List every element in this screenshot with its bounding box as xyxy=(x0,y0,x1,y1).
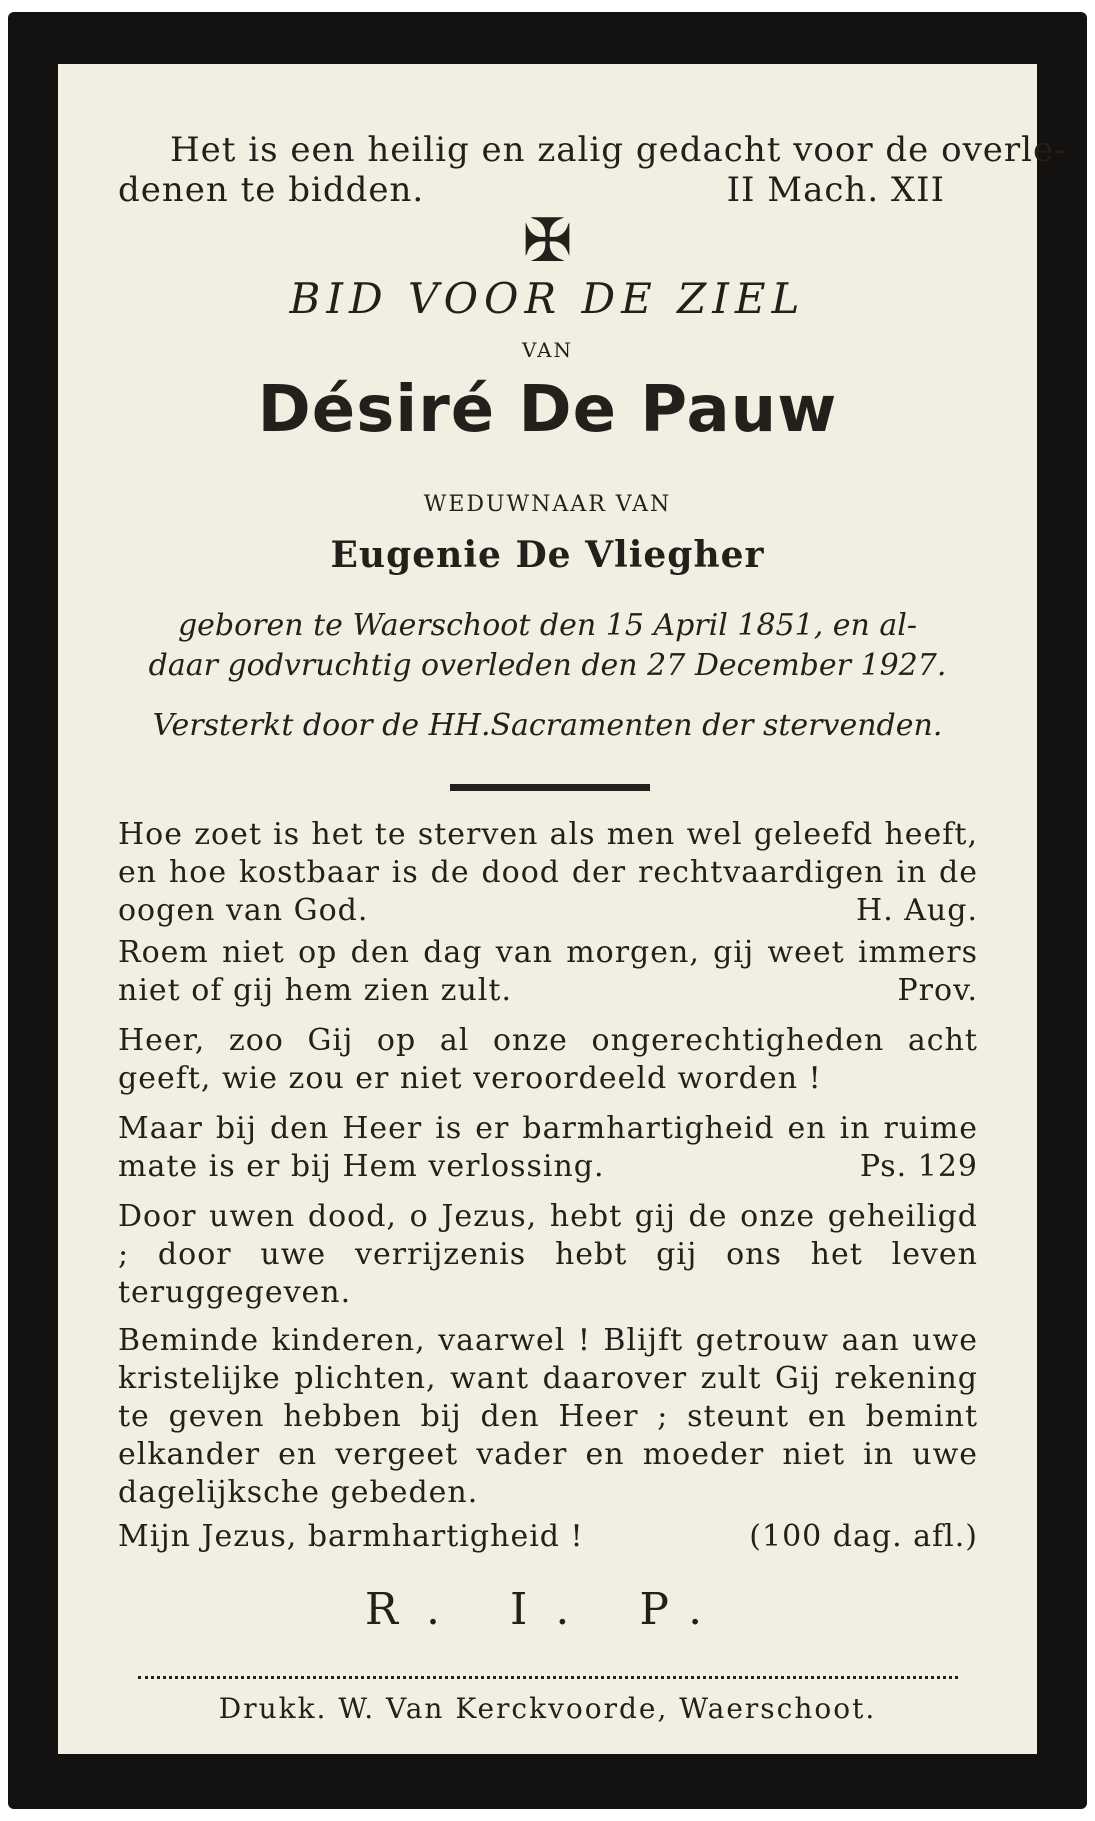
birth-death-line-1: geboren te Waerschoot den 15 April 1851, en al- xyxy=(177,608,918,643)
verse-ref: H. Aug. xyxy=(856,893,978,928)
spouse-name: Eugenie De Vliegher xyxy=(330,534,765,576)
verse-ref: Ps. 129 xyxy=(859,1149,978,1184)
verse-5 xyxy=(118,1198,978,1312)
verse-text: Beminde kinderen, vaarwel ! Blijft getrouw aan uwe kristelijke plichten, want daarover zult Gij rekening te geven hebben bij den Heer ; steunt en bemint elkander en vergeet vader en moeder niet in uwe dagelijksche gebeden. xyxy=(118,1323,978,1510)
card-paper xyxy=(58,64,1067,1754)
birth-death-line-2: daar godvruchtig overleden den 27 December 1927. xyxy=(148,648,947,683)
divider-rule xyxy=(450,784,650,791)
verse-text: Roem niet op den dag van morgen, gij weet immers niet of gij hem zien zult. xyxy=(118,935,978,1008)
epigraph-line-1: Het is een heilig en zalig gedacht voor de overle- xyxy=(170,130,1067,170)
verse-text: Maar bij den Heer is er barmhartigheid en in ruime mate is er bij Hem verlossing. xyxy=(118,1111,978,1184)
verse-text: Mijn Jezus, barmhartigheid ! xyxy=(118,1519,584,1554)
verse-text: Hoe zoet is het te sterven als men wel geleefd heeft, en hoe kostbaar is de dood der rechtvaardigen in de oogen van God. xyxy=(118,817,978,928)
verse-ref: (100 dag. afl.) xyxy=(749,1519,978,1554)
verse-4 xyxy=(118,1110,978,1186)
epigraph-line-2: denen te bidden. xyxy=(118,170,425,210)
rip-text: R. I. P. xyxy=(364,1584,731,1635)
cross-icon: ✠ xyxy=(522,206,573,276)
memorial-card xyxy=(8,12,1087,1809)
deceased-name: Désiré De Pauw xyxy=(257,373,838,447)
printer-credit: Drukk. W. Van Kerckvoorde, Waerschoot. xyxy=(218,1692,877,1725)
verse-7 xyxy=(118,1518,978,1556)
verse-6 xyxy=(118,1322,978,1512)
verse-3 xyxy=(118,1022,978,1098)
verse-ref: Prov. xyxy=(897,973,978,1008)
sacraments-line: Versterkt door de HH.Sacramenten der stervenden. xyxy=(152,708,943,743)
epigraph-source: II Mach. XII xyxy=(726,170,945,210)
van-label: VAN xyxy=(521,338,574,362)
verse-text: Door uwen dood, o Jezus, hebt gij de onze geheiligd ; door uwe verrijzenis hebt gij ons het leven teruggegeven. xyxy=(118,1199,978,1310)
verse-2 xyxy=(118,934,978,1010)
verse-text: Heer, zoo Gij op al onze ongerechtigheden acht geeft, wie zou er niet veroordeeld worden ! xyxy=(118,1023,978,1096)
birth-death-text xyxy=(58,606,1037,686)
dotted-divider xyxy=(138,1676,958,1679)
heading: BID VOOR DE ZIEL xyxy=(289,274,806,323)
verse-1 xyxy=(118,816,978,930)
widower-label: WEDUWNAAR VAN xyxy=(423,492,672,517)
